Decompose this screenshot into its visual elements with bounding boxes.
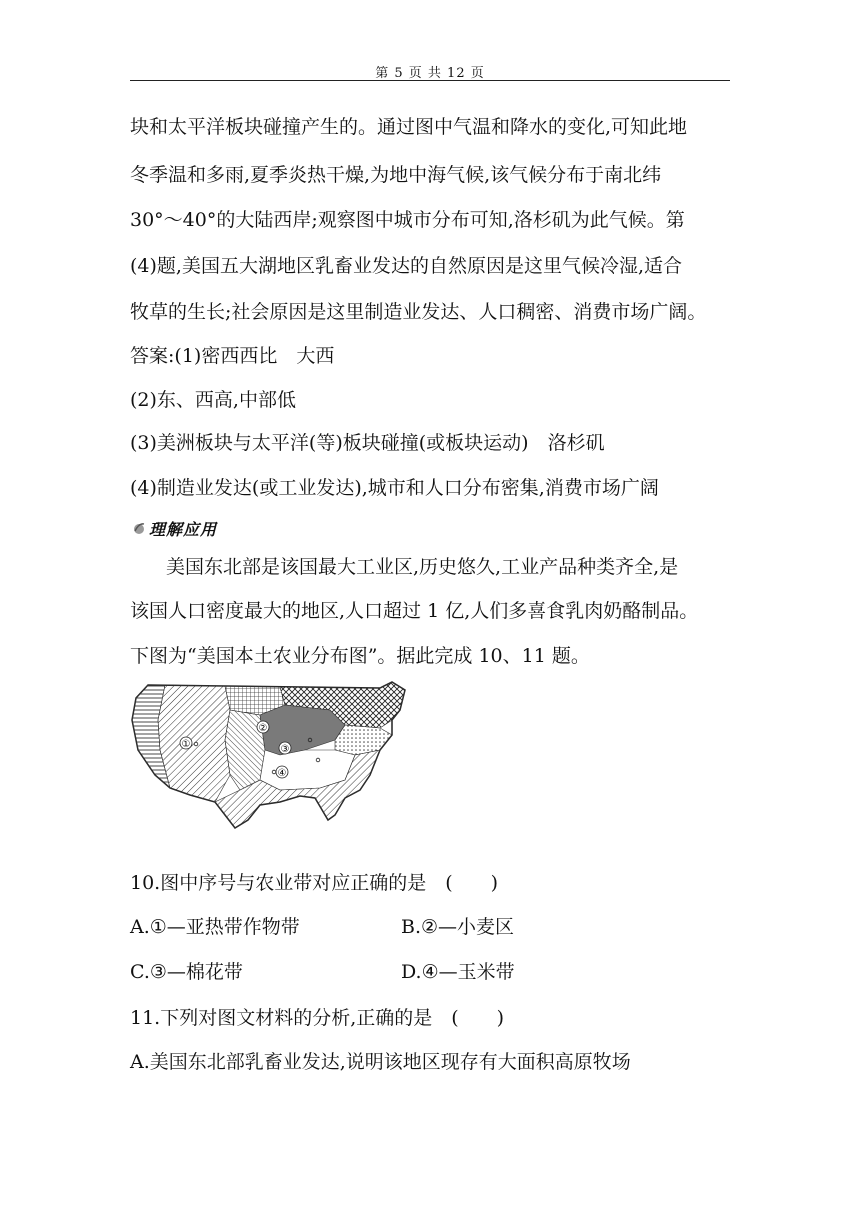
analysis-line-1: 块和太平洋板块碰撞产生的。通过图中气温和降水的变化,可知此地 [130,116,688,138]
map-label-1: ① [181,739,191,750]
section-banner [132,516,217,540]
answer-line-3: (3)美洲板块与太平洋(等)板块碰撞(或板块运动) 洛杉矶 [130,432,605,454]
q10-stem: 10.图中序号与农业带对应正确的是 ( ) [130,872,499,894]
q11-option-a[interactable]: A.美国东北部乳畜业发达,说明该地区现存有大面积高原牧场 [130,1051,631,1073]
answer-line-2: (2)东、西高,中部低 [130,389,296,411]
map-label-4: ④ [277,768,287,779]
q10-option-a[interactable]: A.①—亚热带作物带 [130,916,300,938]
page-number-header: 第 5 页 共 12 页 [375,66,485,81]
section-title: 理解应用 [149,519,218,539]
analysis-line-2: 冬季温和多雨,夏季炎热干燥,为地中海气候,该气候分布于南北纬 [130,164,662,186]
leaf-icon [132,521,146,535]
q10-option-c[interactable]: C.③—棉花带 [130,961,243,983]
intro-line-3: 下图为“美国本土农业分布图”。据此完成 10、11 题。 [130,645,590,667]
answer-line-4: (4)制造业发达(或工业发达),城市和人口分布密集,消费市场广阔 [130,477,659,499]
answer-line-1: 答案:(1)密西西比 大西 [130,345,335,367]
map-label-3: ③ [280,744,290,755]
analysis-line-4: (4)题,美国五大湖地区乳畜业发达的自然原因是这里气候冷湿,适合 [130,255,682,277]
intro-line-1: 美国东北部是该国最大工业区,历史悠久,工业产品种类齐全,是 [166,556,679,578]
analysis-line-5: 牧草的生长;社会原因是这里制造业发达、人口稠密、消费市场广阔。 [130,301,707,323]
map-label-2: ② [258,723,268,734]
header-divider [130,80,730,81]
q10-option-b[interactable]: B.②—小麦区 [401,916,515,938]
q11-stem: 11.下列对图文材料的分析,正确的是 ( ) [130,1007,505,1029]
intro-line-2: 该国人口密度最大的地区,人口超过 1 亿,人们多喜食乳肉奶酪制品。 [130,600,699,622]
q10-option-d[interactable]: D.④—玉米带 [401,961,515,983]
analysis-line-3: 30°～40°的大陆西岸;观察图中城市分布可知,洛杉矶为此气候。第 [130,209,685,231]
us-agriculture-map [130,680,410,830]
